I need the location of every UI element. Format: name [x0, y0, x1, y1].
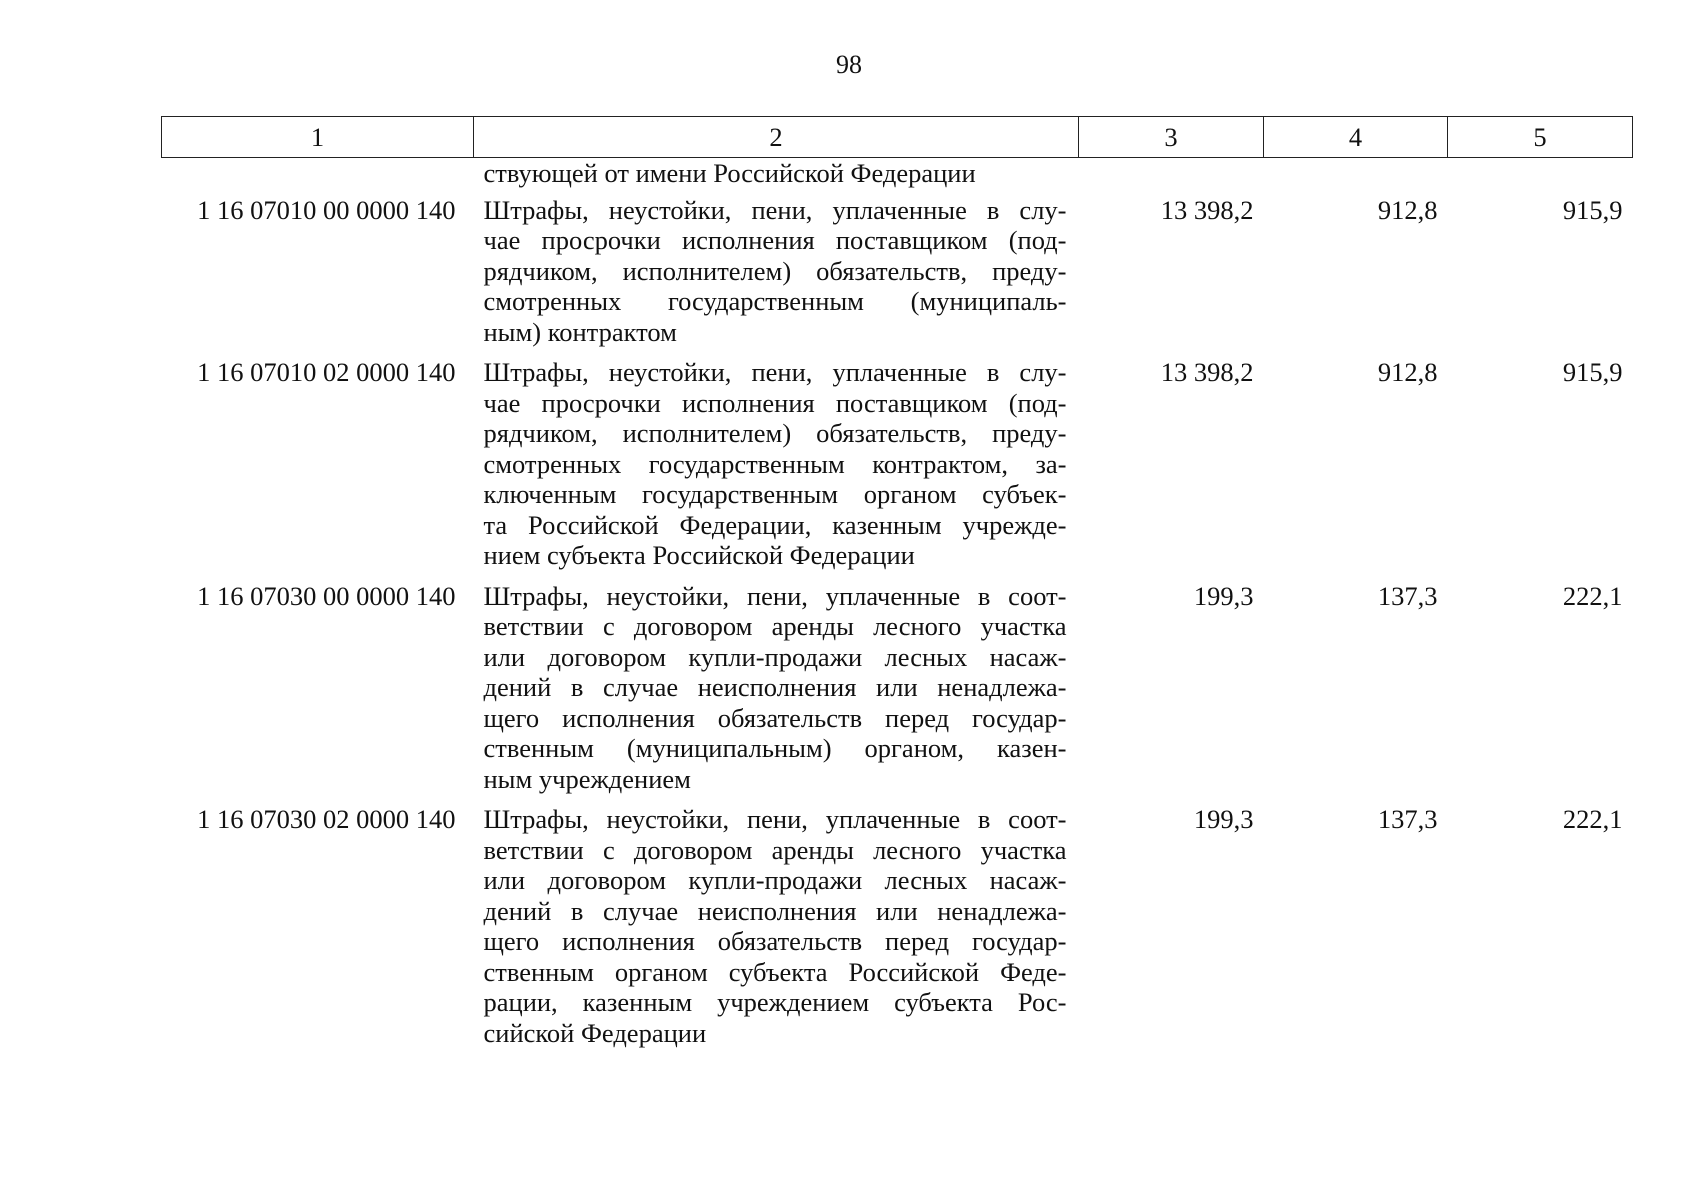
- description-line: или договором купли-продажи лесных насаж-: [483, 641, 1067, 672]
- description-line: рации, казенным учреждением субъекта Рос-: [483, 987, 1067, 1017]
- continuation-row: [162, 158, 1633, 195]
- header-col-1: 1: [162, 117, 474, 158]
- row-col3-value: 199,3: [1193, 804, 1254, 834]
- description-line: ственным органом субъекта Российской Феде-: [483, 956, 1067, 987]
- description-line: ветствии с договором аренды лесного участка: [483, 834, 1067, 865]
- description-line: щего исполнения обязательств перед государ-: [483, 926, 1067, 956]
- budget-table: [161, 116, 1633, 1058]
- row-description: [474, 195, 1079, 358]
- description-line: или договором купли-продажи лесных насаж-: [483, 865, 1067, 895]
- description-line: ным учреждением: [483, 763, 691, 794]
- row-description: [474, 357, 1079, 581]
- table-row: [162, 195, 1633, 358]
- row-code: 1 16 07030 00 0000 140: [197, 580, 456, 611]
- row-code: 1 16 07030 02 0000 140: [197, 804, 456, 834]
- description-line: Штрафы, неустойки, пени, уплаченные в соот-: [483, 580, 1067, 611]
- description-line: рядчиком, исполнителем) обязательств, преду-: [483, 255, 1067, 286]
- row-col4-value: 137,3: [1377, 804, 1438, 834]
- description-line: ным) контрактом: [483, 316, 677, 347]
- description-line: смотренных государственным (муниципаль-: [483, 286, 1067, 316]
- row-col3-value: 13 398,2: [1160, 357, 1254, 387]
- description-line: чае просрочки исполнения поставщиком (под-: [483, 387, 1067, 418]
- row-description: [474, 804, 1079, 1058]
- description-line: смотренных государственным контрактом, за-: [483, 448, 1067, 479]
- description-line: ственным (муниципальным) органом, казен-: [483, 733, 1067, 763]
- description-line: чае просрочки исполнения поставщиком (под-: [483, 225, 1067, 255]
- description-line: ветствии с договором аренды лесного участка: [483, 611, 1067, 641]
- continuation-code: [162, 158, 474, 195]
- row-code: 1 16 07010 02 0000 140: [197, 357, 456, 387]
- header-col-3: 3: [1079, 117, 1264, 158]
- table-row: [162, 804, 1633, 1058]
- description-line: щего исполнения обязательств перед государ-: [483, 702, 1067, 733]
- table-row: [162, 357, 1633, 581]
- description-line: Штрафы, неустойки, пени, уплаченные в соот-: [483, 804, 1067, 834]
- row-col5-value: 222,1: [1562, 580, 1623, 611]
- header-row: [162, 117, 1633, 158]
- row-col4-value: 912,8: [1377, 194, 1438, 225]
- row-col3-value: 199,3: [1193, 580, 1254, 611]
- row-description: [474, 581, 1079, 805]
- header-col-5: 5: [1448, 117, 1633, 158]
- row-col4-value: 137,3: [1377, 580, 1438, 611]
- header-col-4: 4: [1264, 117, 1448, 158]
- row-col3-value: 13 398,2: [1160, 194, 1254, 225]
- row-code: 1 16 07010 00 0000 140: [197, 194, 456, 225]
- row-col5-value: 222,1: [1562, 804, 1623, 834]
- description-line: ключенным государственным органом субъек-: [483, 479, 1067, 509]
- description-line: сийской Федерации: [483, 1017, 707, 1048]
- continuation-line: ствующей от имени Российской Федерации: [483, 158, 976, 188]
- header-col-2: 2: [474, 117, 1079, 158]
- table-row: [162, 581, 1633, 805]
- row-col5-value: 915,9: [1562, 357, 1623, 387]
- description-line: дений в случае неисполнения или ненадлежа-: [483, 672, 1067, 702]
- row-col5-value: 915,9: [1562, 194, 1623, 225]
- description-line: рядчиком, исполнителем) обязательств, преду-: [483, 418, 1067, 448]
- description-line: та Российской Федерации, казенным учрежде-: [483, 509, 1067, 540]
- description-line: дений в случае неисполнения или ненадлежа-: [483, 895, 1067, 926]
- page-number: 98: [836, 50, 862, 79]
- description-line: Штрафы, неустойки, пени, уплаченные в слу-: [483, 194, 1067, 225]
- description-line: Штрафы, неустойки, пени, уплаченные в слу-: [483, 357, 1067, 387]
- continuation-description: [474, 158, 1079, 195]
- row-col4-value: 912,8: [1377, 357, 1438, 387]
- description-line: нием субъекта Российской Федерации: [483, 540, 915, 570]
